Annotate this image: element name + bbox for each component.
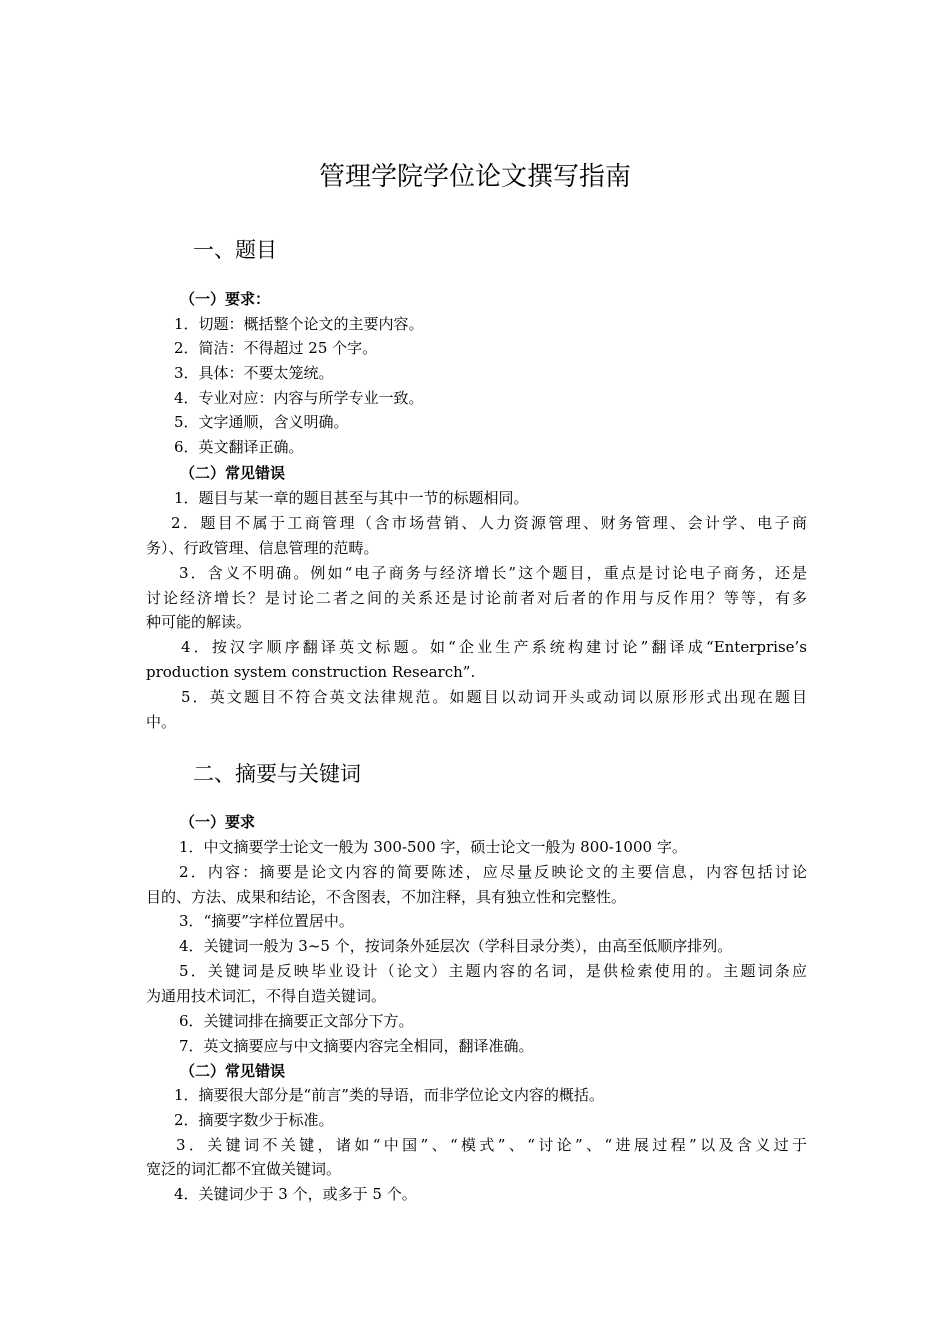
document-title: 管理学院学位论文撰写指南 [318,162,631,192]
section-2-heading: 二、摘要与关键词 [193,762,361,786]
section-2-requirement-line: 2．内容：摘要是论文内容的简要陈述，应尽量反映论文的主要信息，内容包括讨论 [179,863,807,881]
section-2-requirement-line: 目的、方法、成果和结论，不含图表，不加注释，具有独立性和完整性。 [146,888,627,906]
section-1-requirement-item: 6．英文翻译正确。 [174,438,304,456]
section-1-error-line: production system construction Research”. [146,663,476,681]
section-1-requirement-item: 2．简洁：不得超过 25 个字。 [174,339,378,357]
section-2-requirement-line: 6．关键词排在摘要正文部分下方。 [179,1012,414,1030]
section-1-requirement-item: 5．文字通顺，含义明确。 [174,413,349,431]
section-2-requirement-line: 1．中文摘要学士论文一般为 300-500 字，硕士论文一般为 800-1000 字。 [179,838,687,856]
section-2-error-line: 2．摘要字数少于标准。 [174,1111,334,1129]
section-1-requirement-item: 3．具体：不要太笼统。 [174,364,334,382]
section-2-error-line: 3．关键词不关键，诸如“中国”、“模式”、“讨论”、“进展过程”以及含义过于 [176,1136,807,1154]
section-2-requirement-line: 5．关键词是反映毕业设计（论文）主题内容的名词，是供检索使用的。主题词条应 [179,962,807,980]
section-1-error-line: 1．题目与某一章的题目甚至与其中一节的标题相同。 [174,489,529,507]
section-1-error-line: 5．英文题目不符合英文法律规范。如题目以动词开头或动词以原形形式出现在题目 [181,688,807,706]
section-2-error-line: 4．关键词少于 3 个，或多于 5 个。 [174,1185,417,1203]
section-2-requirement-line: 7．英文摘要应与中文摘要内容完全相同，翻译准确。 [179,1037,534,1055]
section-2-errors-heading: （二）常见错误 [180,1062,286,1080]
section-2-error-line: 宽泛的词汇都不宜做关键词。 [146,1160,342,1178]
section-1-error-line: 中。 [146,713,177,731]
section-2-requirements-heading: （一）要求 [180,813,256,831]
section-1-requirements-heading: （一）要求： [180,290,271,308]
section-1-error-line: 种可能的解读。 [146,613,252,631]
section-1-error-line: 讨论经济增长？是讨论二者之间的关系还是讨论前者对后者的作用与反作用？等等，有多 [146,589,807,607]
section-1-error-line: 4．按汉字顺序翻译英文标题。如“企业生产系统构建讨论”翻译成“Enterprise’s [181,638,807,656]
section-1-errors-heading: （二）常见错误 [180,464,286,482]
section-1-heading: 一、题目 [193,238,277,262]
section-2-requirement-line: 3．“摘要”字样位置居中。 [179,912,354,930]
section-2-requirement-line: 4．关键词一般为 3~5 个，按词条外延层次（学科目录分类），由高至低顺序排列。 [179,937,733,955]
section-2-error-line: 1．摘要很大部分是“前言”类的导语，而非学位论文内容的概括。 [174,1086,604,1104]
section-1-requirement-item: 1．切题：概括整个论文的主要内容。 [174,315,424,333]
section-1-error-line: 2．题目不属于工商管理（含市场营销、人力资源管理、财务管理、会计学、电子商 [171,514,807,532]
section-1-error-line: 务）、行政管理、信息管理的范畴。 [146,539,379,557]
section-2-requirement-line: 为通用技术词汇，不得自造关键词。 [146,987,387,1005]
section-1-error-line: 3．含义不明确。例如“电子商务与经济增长”这个题目，重点是讨论电子商务，还是 [179,564,807,582]
section-1-requirement-item: 4．专业对应：内容与所学专业一致。 [174,389,424,407]
